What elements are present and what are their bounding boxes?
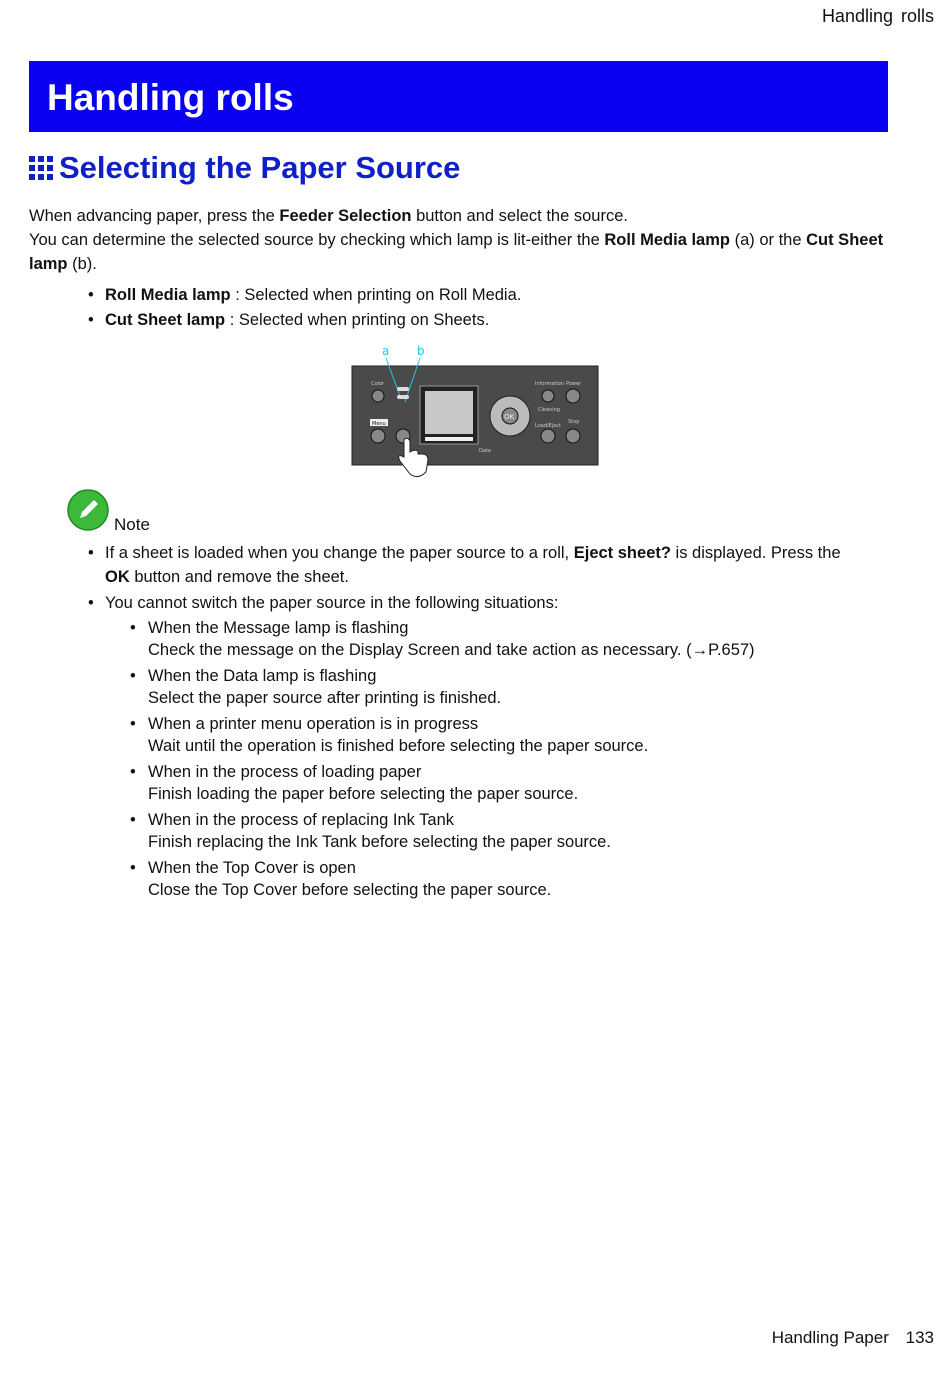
note-list	[88, 541, 868, 905]
section-title: Selecting the Paper Source	[59, 150, 461, 185]
callout-a: a	[382, 344, 390, 358]
situation-item: • When a printer menu operation is in progress Wait until the operation is finished before selecting the paper source.	[130, 713, 868, 757]
list-item: • Roll Media lamp : Selected when printing on Roll Media.	[88, 283, 521, 308]
roll-media-lamp	[397, 387, 409, 391]
lamp-list	[88, 283, 521, 333]
power-button	[566, 389, 580, 403]
label-information: Information	[535, 381, 564, 387]
situation-item: • When the Top Cover is open Close the Top Cover before selecting the paper source.	[130, 857, 868, 901]
intro-text	[29, 204, 909, 276]
grid-icon	[29, 156, 53, 180]
situation-item: • When in the process of loading paper Finish loading the paper before selecting the paper source.	[130, 761, 868, 805]
list-item: • If a sheet is loaded when you change the paper source to a roll, Eject sheet? is displayed. Press the OK button and remove the sheet.	[88, 541, 868, 589]
label-ok: OK	[504, 413, 515, 421]
callout-b: b	[417, 344, 425, 358]
label-menu: Menu	[372, 421, 386, 427]
chapter-title: Handling rolls	[47, 77, 294, 118]
label-stop: Stop	[568, 419, 580, 425]
intro-paragraph-2: You can determine the selected source by checking which lamp is lit-either the Roll Media lamp (a) or the Cut Sheet lamp (b).	[29, 231, 884, 273]
page-footer	[772, 1328, 934, 1348]
situation-item: • When the Message lamp is flashing Check the message on the Display Screen and take action as necessary. (→P.657)	[130, 617, 868, 661]
stop-button	[566, 429, 580, 443]
situation-item: • When in the process of replacing Ink Tank Finish replacing the Ink Tank before selecting the paper source.	[130, 809, 868, 853]
note-pencil-icon	[66, 488, 110, 532]
menu-button	[371, 429, 385, 443]
situation-item: • When the Data lamp is flashing Select the paper source after printing is finished.	[130, 665, 868, 709]
section-heading	[29, 150, 460, 186]
chapter-banner	[29, 61, 888, 132]
control-panel-figure	[340, 340, 610, 480]
note-label: Note	[114, 515, 150, 534]
footer-section: Handling Paper	[771, 1328, 889, 1347]
load-eject-button	[541, 429, 555, 443]
label-color: Color	[371, 381, 385, 387]
label-cleaning: Cleaning	[538, 407, 560, 413]
situation-list	[130, 617, 868, 901]
list-item: • You cannot switch the paper source in the following situations: • When the Message lamp is flashing Check the message on the Display Screen and take action as necessary. (→P.657) • When the Data lamp is flashing Select the paper source after printing is finished. • When a printer menu operation is in progress Wait until the operation is finished before selecting the paper source. • When in the process of loading paper Finish loading the paper before selecting the paper source. • When in the process of replacing Ink Tank Finish replacing the Ink Tank before selecting the paper source. • When the Top Cover is open Close the Top Cover before selecting the paper source.	[88, 591, 868, 901]
intro-paragraph-1: When advancing paper, press the Feeder Selection button and select the source.	[29, 207, 628, 225]
list-item: • Cut Sheet lamp : Selected when printing on Sheets.	[88, 308, 521, 333]
color-button	[372, 390, 384, 402]
label-data: Data	[479, 448, 491, 454]
cut-sheet-lamp	[397, 395, 409, 399]
label-power: Power	[566, 381, 582, 387]
running-head: Handling rolls	[821, 6, 934, 26]
information-button	[542, 390, 554, 402]
page-number: 133	[905, 1328, 934, 1347]
label-load-eject: Load/Eject	[535, 423, 562, 429]
